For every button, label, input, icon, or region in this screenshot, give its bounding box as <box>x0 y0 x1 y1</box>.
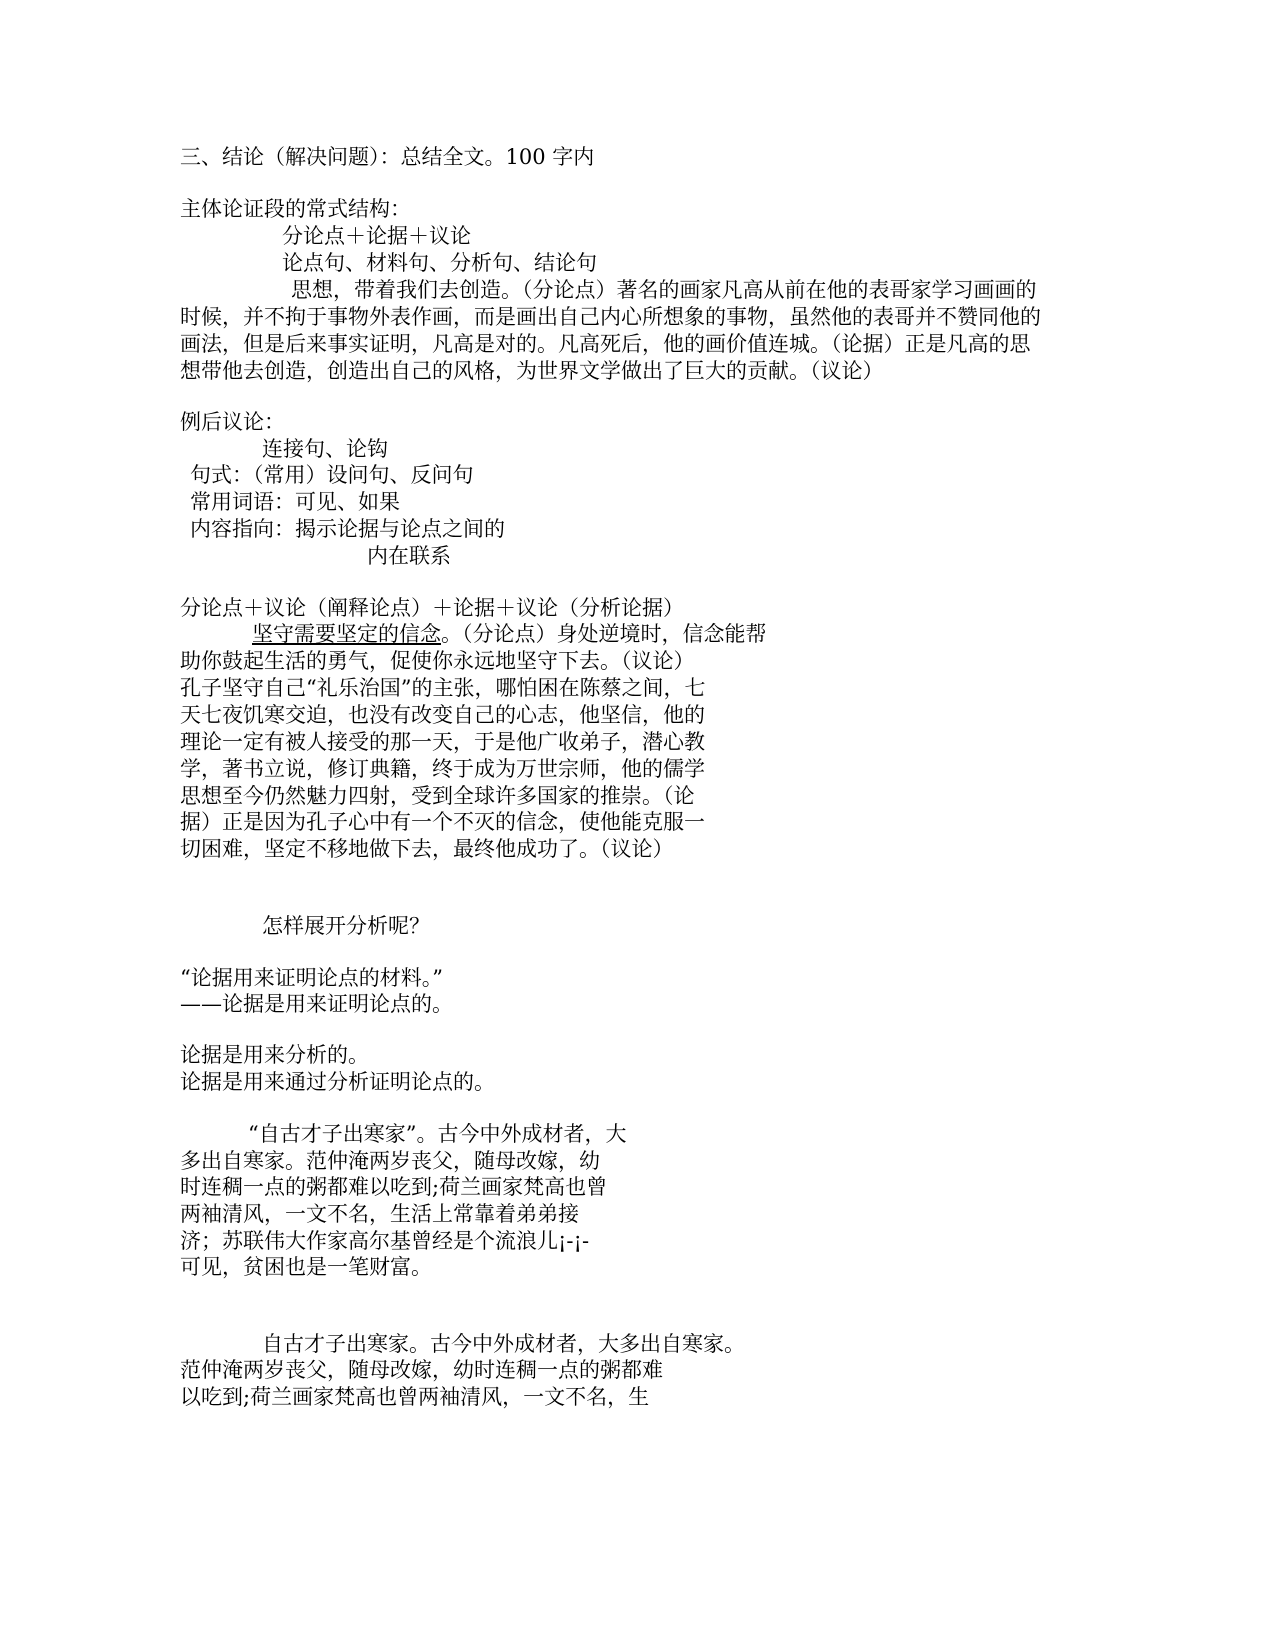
example-2-line: 切困难，坚定不移地做下去，最终他成功了。（议论） <box>180 837 674 861</box>
example-1-line: 时候，并不拘于事物外表作画，而是画出自己内心所想象的事物，虽然他的表哥并不赞同他的 <box>180 305 1041 329</box>
example-2-line: 助你鼓起生活的勇气，促使你永远地坚守下去。（议论） <box>180 649 695 673</box>
example-3-line: “自古才子出寒家”。古今中外成材者，大 <box>248 1122 627 1146</box>
question-heading: 怎样展开分析呢？ <box>262 914 430 938</box>
structure-line-2: 论点句、材料句、分析句、结论句 <box>282 251 597 275</box>
after-example-item: 内在联系 <box>367 544 451 568</box>
example-2-line: 理论一定有被人接受的那一天，于是他广收弟子，潜心教 <box>180 730 705 754</box>
example-2-line: 据）正是因为孔子心中有一个不灭的信念，使他能克服一 <box>180 810 705 834</box>
quote-line: ——论据是用来证明论点的。 <box>180 992 453 1016</box>
example-3-line: 多出自寒家。范仲淹两岁丧父，随母改嫁，幼 <box>180 1149 600 1173</box>
conclusion-heading: 三、结论（解决问题）：总结全文。100 字内 <box>180 145 595 169</box>
example-4-line: 自古才子出寒家。古今中外成材者，大多出自寒家。 <box>262 1332 745 1356</box>
structure-formula: 分论点＋议论（阐释论点）＋论据＋议论（分析论据） <box>180 596 684 620</box>
example-2-line: 孔子坚守自己“礼乐治国”的主张，哪怕困在陈蔡之间，七 <box>180 676 706 700</box>
example-2-first-line <box>252 621 767 647</box>
example-1-line: 思想，带着我们去创造。（分论点）著名的画家凡高从前在他的表哥家学习画画的 <box>291 278 1037 302</box>
example-2-line: 思想至今仍然魅力四射，受到全球许多国家的推崇。（论 <box>180 784 695 808</box>
example-3-line: 可见，贫困也是一笔财富。 <box>180 1255 432 1279</box>
statement-line: 论据是用来分析的。 <box>180 1043 369 1067</box>
example-2-first-line-rest: 。（分论点）身处逆境时，信念能帮 <box>441 622 767 646</box>
statement-line: 论据是用来通过分析证明论点的。 <box>180 1070 495 1094</box>
section-title-after-example: 例后议论： <box>180 410 285 434</box>
example-1-line: 想带他去创造，创造出自己的风格，为世界文学做出了巨大的贡献。（议论） <box>180 359 884 383</box>
underlined-thesis: 坚守需要坚定的信念 <box>252 622 441 646</box>
example-4-line: 以吃到;荷兰画家梵高也曾两袖清风，一文不名，生 <box>180 1385 650 1409</box>
after-example-item: 常用词语：可见、如果 <box>190 490 400 514</box>
example-2-line: 学，著书立说，修订典籍，终于成为万世宗师，他的儒学 <box>180 757 705 781</box>
example-4-line: 范仲淹两岁丧父，随母改嫁，幼时连稠一点的粥都难 <box>180 1358 663 1382</box>
quote-line: “论据用来证明论点的材料。” <box>180 966 443 990</box>
example-3-line: 济；苏联伟大作家高尔基曾经是个流浪儿¡-¡- <box>180 1229 590 1253</box>
after-example-item: 连接句、论钩 <box>262 437 388 461</box>
section-title-main-argument: 主体论证段的常式结构： <box>180 197 411 221</box>
example-3-line: 时连稠一点的粥都难以吃到;荷兰画家梵高也曾 <box>180 1175 608 1199</box>
after-example-item: 句式：（常用）设问句、反问句 <box>190 463 474 487</box>
structure-line-1: 分论点＋论据＋议论 <box>282 224 471 248</box>
example-2-line: 天七夜饥寒交迫，也没有改变自己的心志，他坚信，他的 <box>180 703 705 727</box>
example-3-line: 两袖清风，一文不名，生活上常靠着弟弟接 <box>180 1202 579 1226</box>
example-1-line: 画法，但是后来事实证明，凡高是对的。凡高死后，他的画价值连城。（论据）正是凡高的思 <box>180 332 1031 356</box>
after-example-item: 内容指向：揭示论据与论点之间的 <box>190 517 505 541</box>
